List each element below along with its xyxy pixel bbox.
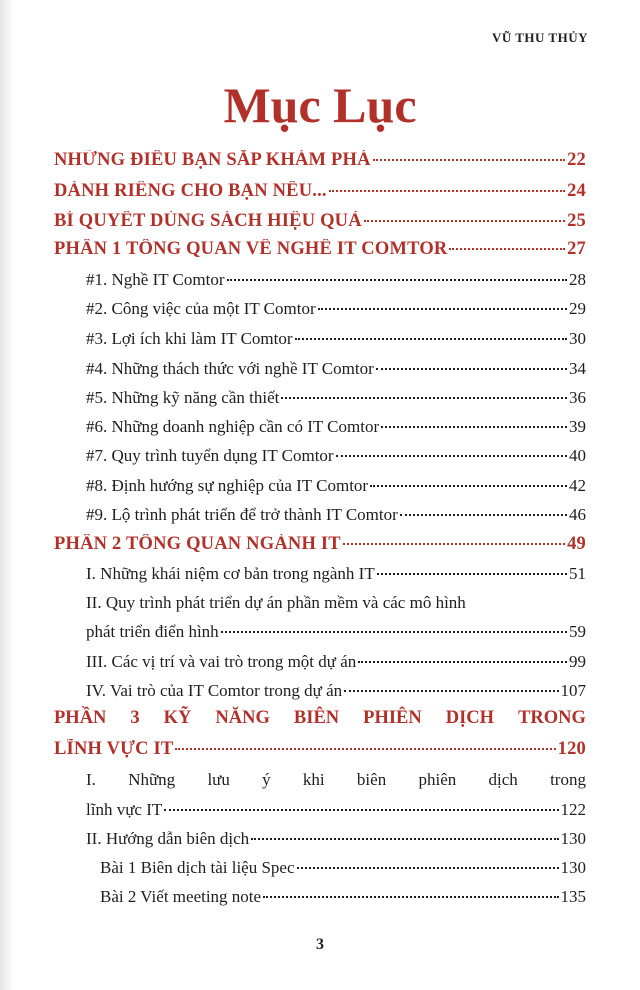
toc-page-number: 107 — [560, 681, 586, 700]
word: trong — [550, 770, 586, 789]
toc-entry-p2-2[interactable] — [86, 622, 586, 642]
toc-entry-p2-2-line1[interactable]: II. Quy trình phát triển dự án phần mềm và các mô hình — [86, 593, 466, 612]
dot-leader — [400, 514, 567, 516]
toc-entry-phan-3-line1[interactable] — [54, 708, 586, 729]
dot-leader — [370, 485, 567, 487]
word: khi — [302, 770, 325, 789]
toc-page-number: 40 — [569, 446, 586, 465]
toc-page-number: 36 — [569, 388, 586, 407]
dot-leader — [281, 397, 567, 399]
toc-entry-text: Bài 2 Viết meeting note — [100, 887, 262, 906]
toc-entry-text: NHỮNG ĐIỀU BẠN SẮP KHÁM PHÁ — [54, 150, 371, 170]
word: ý — [262, 770, 271, 789]
word: PHIÊN — [363, 708, 422, 728]
toc-entry-text: #8. Định hướng sự nghiệp của IT Comtor — [86, 476, 369, 495]
toc-page-number: 49 — [567, 534, 586, 554]
toc-entry-phan-3[interactable] — [54, 739, 586, 760]
word: I. — [86, 770, 96, 789]
word: dịch — [488, 770, 518, 789]
dot-leader — [164, 809, 558, 811]
toc-entry-text: #9. Lộ trình phát triển để trở thành IT Comtor — [86, 505, 398, 524]
toc-page-number: 27 — [567, 239, 586, 259]
toc-page-number: 29 — [569, 299, 586, 318]
toc-entry-p1-6[interactable] — [86, 417, 586, 437]
toc-page-number: 59 — [569, 622, 586, 641]
toc-entry-text: #2. Công việc của một IT Comtor — [86, 299, 316, 318]
toc-entry-p1-1[interactable] — [86, 270, 586, 290]
toc-entry-p1-4[interactable] — [86, 359, 586, 379]
toc-entry-text: III. Các vị trí và vai trò trong một dự án — [86, 652, 357, 671]
word: lưu — [207, 770, 230, 789]
dot-leader — [358, 661, 567, 663]
toc-entry-text: BÍ QUYẾT DÙNG SÁCH HIỆU QUẢ — [54, 211, 362, 231]
dot-leader — [336, 455, 567, 457]
toc-entry-p1-7[interactable] — [86, 446, 586, 466]
toc-page-number: 130 — [560, 829, 586, 848]
toc-entry-p3-1[interactable] — [86, 800, 586, 820]
toc-page-number: 22 — [567, 150, 586, 170]
dot-leader — [251, 838, 558, 840]
toc-page-number: 51 — [569, 564, 586, 583]
toc-entry-phan-1[interactable] — [54, 239, 586, 260]
word: PHẦN — [54, 708, 107, 728]
toc-entry-text: PHẦN 2 TỔNG QUAN NGÀNH IT — [54, 534, 341, 554]
word: Những — [128, 770, 176, 789]
dot-leader — [377, 573, 567, 575]
word: biên — [356, 770, 387, 789]
dot-leader — [297, 867, 559, 869]
toc-entry-p1-5[interactable] — [86, 388, 586, 408]
word: TRONG — [518, 708, 586, 728]
toc-page-number: 130 — [560, 858, 586, 877]
dot-leader — [364, 220, 565, 222]
toc-entry-text: Bài 1 Biên dịch tài liệu Spec — [100, 858, 295, 877]
dot-leader — [343, 543, 565, 545]
dot-leader — [227, 279, 567, 281]
toc-entry-text: LĨNH VỰC IT — [54, 739, 174, 759]
toc-entry-p1-2[interactable] — [86, 299, 586, 319]
toc-entry-text: #4. Những thách thức với nghề IT Comtor — [86, 359, 374, 378]
toc-entry-text: #3. Lợi ích khi làm IT Comtor — [86, 329, 293, 348]
toc-entry-text: II. Hướng dẫn biên dịch — [86, 829, 250, 848]
toc-page-number: 135 — [560, 887, 586, 906]
toc-entry-p1-3[interactable] — [86, 329, 586, 349]
page-number-footer: 3 — [316, 936, 324, 953]
word: NĂNG — [215, 708, 270, 728]
toc-page-number: 46 — [569, 505, 586, 524]
dot-leader — [373, 159, 565, 161]
word: KỸ — [163, 708, 192, 728]
word: DỊCH — [445, 708, 495, 728]
toc-entry-phan-2[interactable] — [54, 534, 586, 555]
toc-entry-p2-4[interactable] — [86, 681, 586, 701]
toc-entry-p1-8[interactable] — [86, 476, 586, 496]
word: 3 — [130, 708, 140, 728]
toc-page-number: 30 — [569, 329, 586, 348]
toc-entry-p2-3[interactable] — [86, 652, 586, 672]
dot-leader — [318, 308, 567, 310]
toc-entry-text: #1. Nghề IT Comtor — [86, 270, 225, 289]
dot-leader — [263, 896, 558, 898]
dot-leader — [295, 338, 567, 340]
toc-page-number: 99 — [569, 652, 586, 671]
toc-entry-p3-2[interactable] — [86, 829, 586, 849]
binding-shadow — [0, 0, 14, 990]
toc-entry-p2-1[interactable] — [86, 564, 586, 584]
dot-leader — [221, 631, 567, 633]
dot-leader — [381, 426, 567, 428]
toc-entry-nhung-dieu[interactable] — [54, 150, 586, 171]
toc-entry-text: IV. Vai trò của IT Comtor trong dự án — [86, 681, 343, 700]
dot-leader — [175, 748, 555, 750]
toc-entry-text: phát triển điển hình — [86, 622, 219, 641]
toc-page-number: 34 — [569, 359, 586, 378]
toc-page-number: 120 — [557, 739, 586, 759]
toc-entry-text: #6. Những doanh nghiệp cần có IT Comtor — [86, 417, 380, 436]
toc-entry-text: #5. Những kỹ năng cần thiết — [86, 388, 280, 407]
toc-entry-danh-rieng[interactable] — [54, 181, 586, 202]
toc-entry-text: #7. Quy trình tuyển dụng IT Comtor — [86, 446, 334, 465]
word: phiên — [418, 770, 457, 789]
toc-entry-text: I. Những khái niệm cơ bản trong ngành IT — [86, 564, 375, 583]
toc-entry-bi-quyet[interactable] — [54, 211, 586, 232]
dot-leader — [376, 368, 567, 370]
word: BIÊN — [293, 708, 340, 728]
toc-entry-bai-1[interactable] — [100, 858, 586, 878]
toc-entry-text: PHẦN 1 TỔNG QUAN VỀ NGHỀ IT COMTOR — [54, 239, 448, 259]
toc-entry-bai-2[interactable] — [100, 887, 586, 907]
toc-page-number: 24 — [567, 181, 586, 201]
toc-page-number: 28 — [569, 270, 586, 289]
toc-entry-text: lĩnh vực IT — [86, 800, 163, 819]
toc-page-number: 122 — [560, 800, 586, 819]
toc-page-number: 25 — [567, 211, 586, 231]
dot-leader — [344, 690, 558, 692]
toc-entry-text: DÀNH RIÊNG CHO BẠN NẾU... — [54, 181, 327, 201]
page-title: Mục Lục — [223, 77, 417, 133]
dot-leader — [329, 190, 565, 192]
toc-page-number: 39 — [569, 417, 586, 436]
toc-entry-p3-1-line1[interactable] — [86, 770, 586, 790]
dot-leader — [449, 248, 565, 250]
toc-entry-p1-9[interactable] — [86, 505, 586, 525]
author-header: VŨ THU THỦY — [491, 30, 588, 45]
toc-page-number: 42 — [569, 476, 586, 495]
